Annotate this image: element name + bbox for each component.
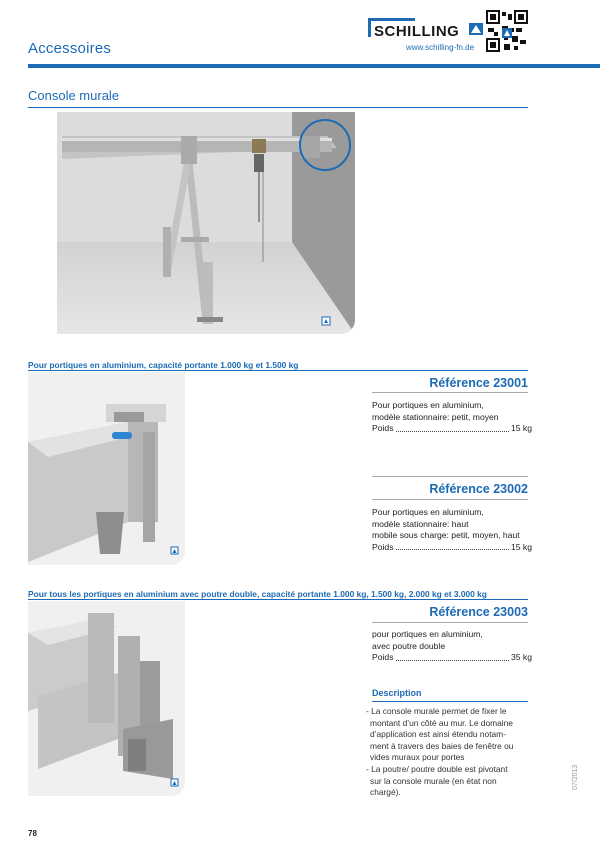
weight-label: Poids bbox=[372, 541, 394, 552]
reference-23002: Référence 23002 bbox=[429, 482, 528, 496]
desc-line: Pour portiques en aluminium, bbox=[372, 507, 484, 517]
bullet-line: vides muraux pour portes bbox=[370, 752, 465, 763]
logo-text: SCHILLING bbox=[374, 23, 460, 40]
qr-code-icon[interactable] bbox=[486, 10, 528, 52]
description-title: Description bbox=[372, 688, 422, 698]
reference-23001: Référence 23001 bbox=[429, 376, 528, 390]
page-title: Accessoires bbox=[28, 40, 112, 57]
wall-console-double-photo bbox=[28, 601, 185, 796]
section-rule bbox=[28, 107, 528, 108]
desc-line: modèle stationnaire: petit, moyen bbox=[372, 411, 499, 422]
desc-line: avec poutre double bbox=[372, 640, 446, 651]
weight-label: Poids bbox=[372, 652, 394, 662]
bullet-line: sur la console murale (en état non bbox=[370, 775, 497, 786]
wall-console-single-photo bbox=[28, 372, 185, 565]
product-group-heading: Pour portiques en aluminium, capacité portante 1.000 kg et 1.500 kg bbox=[28, 360, 299, 370]
bullet-line: - La poutre/ poutre double est pivotant bbox=[366, 763, 508, 774]
product-description-23001 bbox=[372, 400, 532, 435]
reference-rule bbox=[372, 499, 528, 500]
reference-rule bbox=[372, 392, 528, 393]
logo-url[interactable]: www.schilling-fn.de bbox=[406, 43, 475, 52]
desc-line: modèle stationnaire: haut bbox=[372, 518, 469, 529]
description-bullets bbox=[366, 706, 536, 799]
leader-dots bbox=[396, 542, 509, 551]
leader-dots bbox=[396, 423, 509, 432]
weight-value: 35 kg bbox=[510, 652, 532, 662]
bullet-line: - La console murale permet de fixer le bbox=[366, 706, 507, 716]
weight-row bbox=[372, 542, 532, 554]
triangle-icon bbox=[469, 23, 483, 35]
bullet-line: ment à travers des baies de fenêtre ou bbox=[370, 740, 514, 751]
bullet-line: chargé). bbox=[370, 787, 401, 798]
edition-date: 07/2013 bbox=[572, 764, 579, 790]
reference-23003: Référence 23003 bbox=[429, 605, 528, 619]
weight-row bbox=[372, 652, 532, 664]
header-rule bbox=[28, 64, 600, 68]
weight-label: Poids bbox=[372, 423, 394, 433]
reference-rule bbox=[372, 476, 528, 477]
desc-line: Pour portiques en aluminium, bbox=[372, 400, 484, 410]
desc-line: pour portiques en aluminium, bbox=[372, 629, 483, 639]
schilling-logo bbox=[368, 18, 486, 58]
description-rule bbox=[372, 701, 528, 702]
reference-rule bbox=[372, 622, 528, 623]
page-number: 78 bbox=[28, 829, 37, 838]
product-group-rule bbox=[28, 599, 528, 600]
weight-value: 15 kg bbox=[510, 423, 532, 433]
description-bullet bbox=[366, 706, 536, 764]
bullet-line: montant d’un côté au mur. Le domaine bbox=[370, 717, 513, 728]
product-group-heading: Pour tous les portiques en aluminium avec poutre double, capacité portante 1.000 kg, 1.500 kg, 2.000 kg et 3.000 kg bbox=[28, 589, 487, 599]
gantry-wall-console-photo bbox=[57, 112, 355, 334]
weight-value: 15 kg bbox=[510, 541, 532, 552]
weight-row bbox=[372, 423, 532, 435]
product-description-23003 bbox=[372, 629, 532, 664]
desc-line: mobile sous charge: petit, moyen, haut bbox=[372, 530, 520, 540]
product-description-23002 bbox=[372, 507, 532, 553]
bullet-line: d’application est ainsi étendu notam- bbox=[370, 729, 506, 740]
leader-dots bbox=[396, 652, 509, 661]
product-group-rule bbox=[28, 370, 528, 371]
section-title: Console murale bbox=[28, 88, 120, 103]
description-bullet bbox=[366, 764, 536, 799]
